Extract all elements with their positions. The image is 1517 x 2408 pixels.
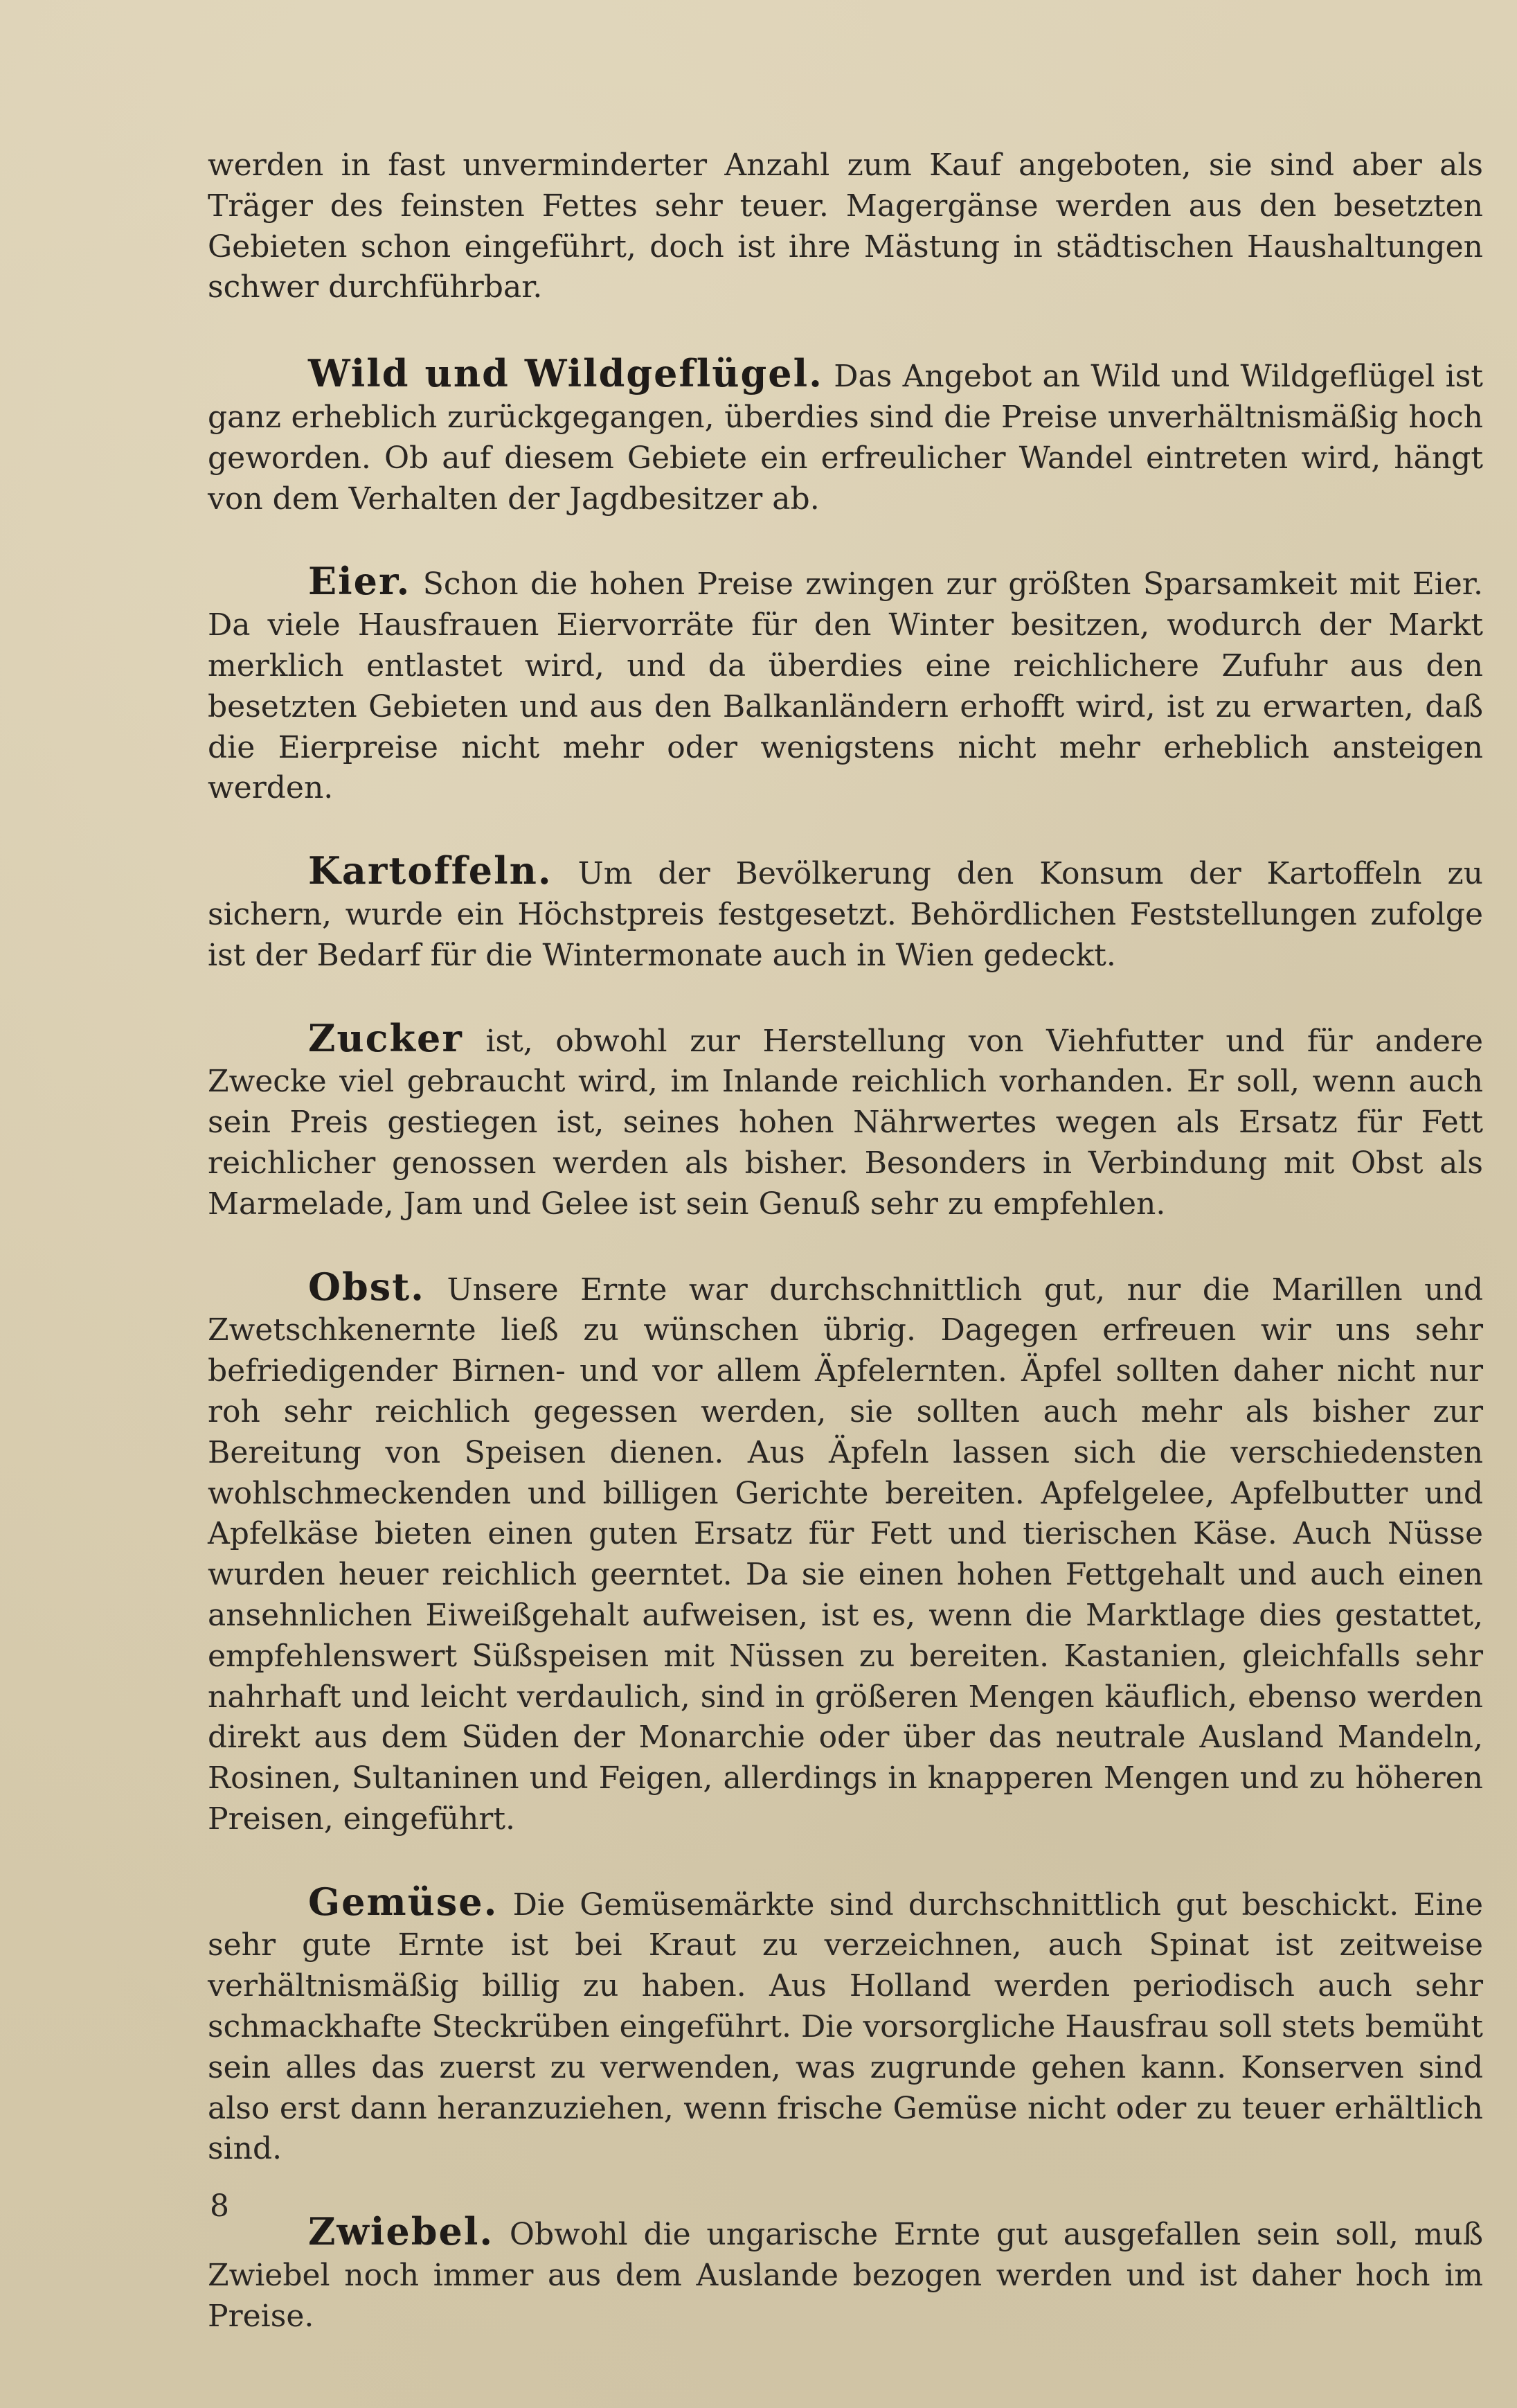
section-gemuese (208, 1879, 1483, 2170)
section-heading: Eier. (308, 559, 411, 604)
section-heading: Zucker (308, 1015, 463, 1060)
section-kartoffeln (208, 850, 1483, 976)
section-heading: Gemüse. (308, 1879, 499, 1924)
section-heading: Obst. (308, 1264, 425, 1309)
section-heading: Kartoffeln. (308, 848, 553, 893)
section-eier (208, 561, 1483, 809)
section-wild (208, 353, 1483, 519)
intro-paragraph: werden in fast unverminderter Anzahl zum Kauf angeboten, sie sind aber als Träger des feinsten Fettes sehr teuer. Magergänse werden aus den besetzten Gebieten schon eingeführt, doch ist ihre Mästung in städtischen Haushaltungen schwer durchführbar. (208, 148, 1483, 305)
section-body: Die Gemüsemärkte sind durchschnittlich gut beschickt. Eine sehr gute Ernte ist bei Kraut zu verzeichnen, auch Spinat ist zeitweise verhältnismäßig billig zu haben. Aus Holland werden periodisch auch sehr schmackhafte Steckrüben eingeführt. Die vorsorgliche Hausfrau soll stets bemüht sein alles das zuerst zu verwenden, was zugrunde gehen kann. Konserven sind also erst dann heranzuziehen, wenn frische Gemüse nicht oder zu teuer erhältlich sind. (208, 1887, 1483, 2167)
section-body: Unsere Ernte war durchschnittlich gut, nur die Marillen und Zwetschkenernte ließ zu wünschen übrig. Dagegen erfreuen wir uns sehr befriedigender Birnen- und vor allem Äpfelernten. Äpfel sollten daher nicht nur roh sehr reichlich gegessen werden, sie sollten auch mehr als bisher zur Bereitung von Speisen dienen. Aus Äpfeln lassen sich die verschiedensten wohlschmeckenden und billigen Gerichte bereiten. Apfelgelee, Apfelbutter und Apfelkäse bieten einen guten Ersatz für Fett und tierischen Käse. Auch Nüsse wurden heuer reichlich geerntet. Da sie einen hohen Fettgehalt und auch einen ansehnlichen Eiweißgehalt aufweisen, ist es, wenn die Marktlage dies gestattet, empfehlenswert Süßspeisen mit Nüssen zu bereiten. Kastanien, gleichfalls sehr nahrhaft und leicht verdaulich, sind in größeren Mengen käuflich, ebenso werden direkt aus dem Süden der Monarchie oder über das neutrale Ausland Mandeln, Rosinen, Sultaninen und Feigen, allerdings in knapperen Mengen und zu höheren Preisen, eingeführt. (208, 1272, 1483, 1837)
section-zwiebel (208, 2211, 1483, 2337)
section-body: Um der Bevölkerung den Konsum der Kartoffeln zu sichern, wurde ein Höchstpreis festgesetzt. Behördlichen Feststellungen zufolge ist der Bedarf für die Wintermonate auch in Wien gedeckt. (208, 856, 1483, 973)
section-obst (208, 1264, 1483, 1840)
section-body: ist, obwohl zur Herstellung von Viehfutter und für andere Zwecke viel gebraucht wird, im Inlande reichlich vorhanden. Er soll, wenn auch sein Preis gestiegen ist, seines hohen Nährwertes wegen als Ersatz für Fett reichlicher genossen werden als bisher. Besonders in Verbindung mit Obst als Marmelade, Jam und Gelee ist sein Genuß sehr zu empfehlen. (208, 1023, 1483, 1222)
section-body: Schon die hohen Preise zwingen zur größten Sparsamkeit mit Eier. Da viele Hausfrauen Eiervorräte für den Winter besitzen, wodurch der Markt merklich entlastet wird, und da überdies eine reichlichere Zufuhr aus den besetzten Gebieten und aus den Balkanländern erhofft wird, ist zu erwarten, daß die Eierpreise nicht mehr oder wenigstens nicht mehr erheblich ansteigen werden. (208, 567, 1483, 806)
section-zucker (208, 1015, 1483, 1225)
section-body: Das Angebot an Wild und Wildgeflügel ist ganz erheblich zurückgegangen, überdies sind die Preise unverhältnismäßig hoch geworden. Ob auf diesem Gebiete ein erfreulicher Wandel eintreten wird, hängt von dem Verhalten der Jagdbesitzer ab. (208, 359, 1483, 517)
section-heading: Zwiebel. (308, 2209, 494, 2254)
section-body: Obwohl die ungarische Ernte gut ausgefallen sein soll, muß Zwiebel noch immer aus dem Auslande bezogen werden und ist daher hoch im Preise. (208, 2217, 1483, 2334)
section-heading: Wild und Wildgeflügel. (308, 351, 823, 396)
text-column (208, 145, 1483, 2379)
page-number: 8 (210, 2188, 229, 2224)
